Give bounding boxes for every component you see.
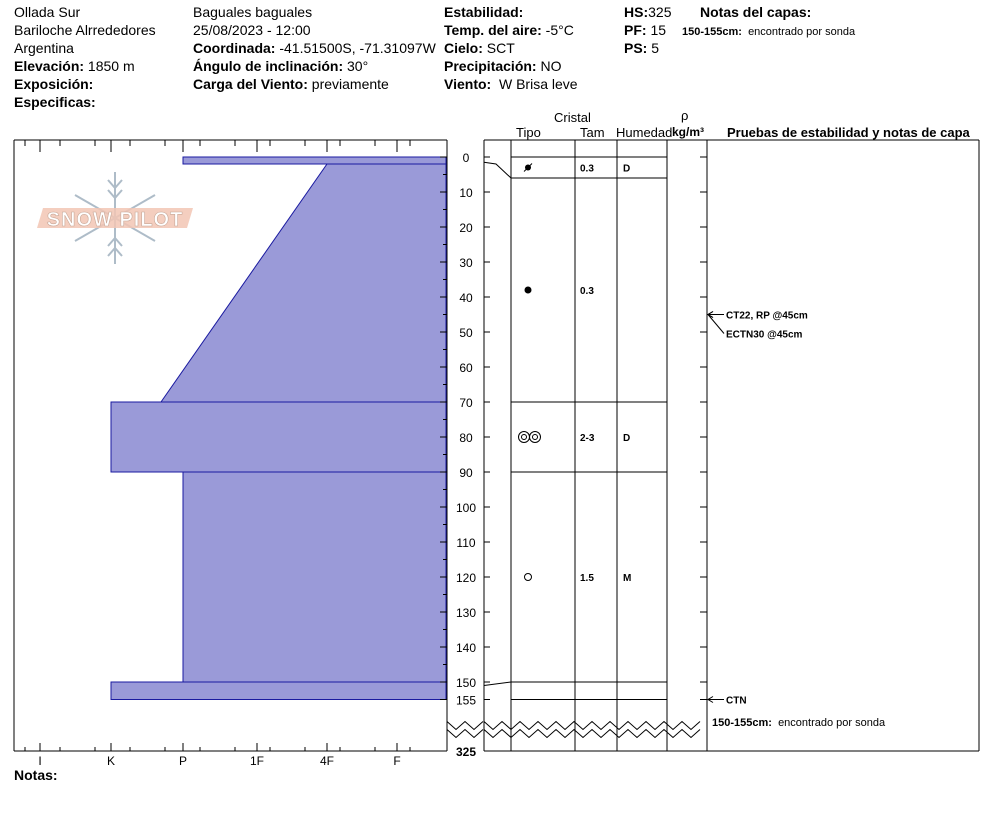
- layer-connector: [484, 682, 511, 686]
- depth-tick-label: 140: [455, 641, 477, 655]
- slope-value: 30°: [347, 58, 369, 74]
- sky-value: SCT: [486, 40, 515, 56]
- specifics-label: Especificas:: [14, 94, 96, 110]
- depth-tick-label: 50: [459, 326, 473, 340]
- country: Argentina: [14, 40, 74, 56]
- grain-precip-particle-icon: [524, 164, 532, 172]
- depth-break-marker: [484, 722, 700, 730]
- depth-tick-label: 40: [459, 291, 473, 305]
- location: Ollada Sur: [14, 4, 81, 20]
- hardness-layer: [183, 472, 446, 682]
- coord-label: Coordinada:: [193, 40, 276, 56]
- stability-test-label: CTN: [726, 695, 747, 707]
- wind-value: W Brisa leve: [498, 76, 578, 92]
- depth-tick-label: 60: [459, 361, 473, 375]
- col-density-symbol: ρ: [681, 108, 689, 123]
- precip-value: NO: [540, 58, 562, 74]
- stability-test: [708, 696, 747, 707]
- test-note-text: encontrado por sonda: [778, 717, 886, 729]
- layer-humidity: M: [623, 573, 632, 584]
- hardness-label: F: [393, 754, 401, 768]
- stability-test-label: ECTN30 @45cm: [726, 329, 803, 341]
- col-density-unit: kg/m³: [672, 125, 705, 139]
- wind-load-label: Carga del Viento:: [193, 76, 308, 92]
- grain-depth-hoar-icon: [519, 432, 541, 443]
- layer-notes-label: Notas del capas:: [700, 4, 812, 20]
- coord-value: -41.51500S, -71.31097W: [279, 40, 436, 56]
- pf-value: 15: [650, 22, 667, 38]
- observers: Baguales baguales: [193, 4, 313, 20]
- hardness-label: 1F: [249, 754, 265, 768]
- hs-label: HS:: [624, 4, 649, 20]
- test-note-range: 150-155cm:: [712, 717, 772, 729]
- test-note: [712, 715, 885, 731]
- layer-connector: [484, 162, 511, 178]
- air-temp-label: Temp. del aire:: [444, 22, 542, 38]
- depth-break-marker: [484, 730, 700, 738]
- pf-label: PF:: [624, 22, 647, 38]
- layer-size: 2-3: [580, 433, 595, 444]
- stability-label: Estabilidad:: [444, 4, 524, 20]
- col-tests: Pruebas de estabilidad y notas de capa: [727, 125, 970, 140]
- hardness-layer: [111, 402, 446, 472]
- ps-value: 5: [651, 40, 660, 56]
- precip-label: Precipitación:: [444, 58, 537, 74]
- col-crystal: Cristal: [554, 110, 591, 125]
- layer-humidity: D: [623, 433, 631, 444]
- datetime: 25/08/2023 - 12:00: [193, 22, 311, 38]
- grain-melt-form-icon: [525, 574, 532, 581]
- stability-test-label: CT22, RP @45cm: [726, 310, 808, 322]
- depth-tick-label: 130: [455, 606, 477, 620]
- depth-tick-label: 155: [455, 693, 477, 708]
- depth-tick-label: 0: [462, 151, 470, 165]
- depth-tick-label: 70: [459, 396, 473, 410]
- depth-tick-label: 90: [459, 466, 473, 480]
- elevation-value: 1850 m: [87, 58, 135, 74]
- col-type: Tipo: [516, 125, 541, 140]
- depth-tick-label: 325: [455, 745, 477, 759]
- hardness-layer: [161, 164, 446, 402]
- layer-size: 0.3: [580, 163, 594, 175]
- hardness-label: 4F: [319, 754, 335, 768]
- region: Bariloche Alrrededores: [14, 22, 156, 38]
- sky-label: Cielo:: [444, 40, 483, 56]
- logo-text: SNOW PILOT: [46, 209, 184, 231]
- depth-tick-label: 80: [459, 431, 473, 445]
- hardness-label: K: [106, 754, 116, 768]
- hardness-layer: [183, 157, 446, 164]
- exposure-label: Exposición:: [14, 76, 94, 92]
- wind-label: Viento:: [444, 76, 492, 92]
- col-humidity: Humedad: [616, 125, 673, 140]
- depth-tick-label: 10: [459, 186, 473, 200]
- hardness-label: P: [178, 754, 188, 768]
- hardness-label: I: [38, 754, 42, 768]
- depth-break-marker: [447, 722, 483, 730]
- depth-tick-label: 110: [456, 536, 476, 550]
- stability-test: [708, 311, 808, 322]
- depth-tick-label: 120: [455, 571, 477, 585]
- hardness-layer: [111, 682, 446, 700]
- hs-value: 325: [648, 4, 672, 20]
- layer-humidity: D: [623, 163, 631, 175]
- ps-label: PS:: [624, 40, 648, 56]
- notes-label: Notas:: [14, 767, 58, 783]
- col-size: Tam: [580, 125, 605, 140]
- layer-note-range: 150-155cm:: [682, 26, 742, 38]
- grain-rounded-icon: [525, 287, 532, 294]
- elevation-label: Elevación:: [14, 58, 85, 74]
- depth-tick-label: 20: [459, 221, 473, 235]
- snowpilot-logo: [37, 172, 193, 264]
- depth-tick-label: 100: [455, 501, 477, 515]
- layer-size: 0.3: [580, 286, 594, 297]
- depth-tick-label: 30: [459, 256, 473, 270]
- layer-note-text: encontrado por sonda: [748, 26, 856, 38]
- wind-load-value: previamente: [311, 76, 389, 92]
- depth-break-marker: [447, 730, 483, 738]
- air-temp-value: -5°C: [545, 22, 574, 38]
- slope-label: Ángulo de inclinación:: [193, 58, 344, 74]
- depth-tick-label: 150: [455, 676, 477, 690]
- layer-size: 1.5: [580, 573, 594, 584]
